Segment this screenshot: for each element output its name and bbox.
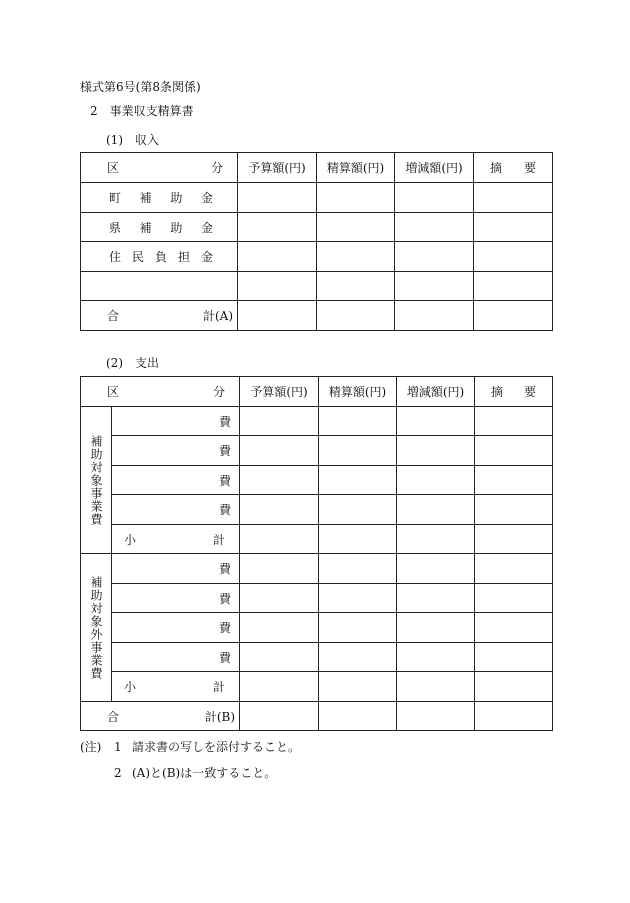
income-table (80, 152, 553, 331)
cell (319, 613, 397, 643)
cell (319, 554, 397, 584)
cell (397, 495, 475, 525)
cell (240, 525, 319, 554)
header-budget: 予算額(円) (240, 377, 319, 407)
cell (317, 183, 395, 213)
cell (317, 242, 395, 272)
cell (238, 242, 317, 272)
header-diff: 増減額(円) (397, 377, 475, 407)
notes-prefix: (注) (80, 740, 102, 754)
header-settled: 精算額(円) (319, 377, 397, 407)
income-row-resident-share: 住 民 負 担 金 (81, 242, 238, 272)
cell (475, 495, 553, 525)
cell (319, 436, 397, 466)
cell (475, 436, 553, 466)
cell (474, 272, 553, 301)
cell (475, 554, 553, 584)
cell (317, 213, 395, 242)
cell (319, 643, 397, 672)
note-1-text: 請求書の写しを添付すること。 (132, 740, 301, 754)
cell (397, 702, 475, 731)
header-settled: 精算額(円) (317, 153, 395, 183)
header-note: 摘 要 (474, 153, 553, 183)
income-title: (1) 収入 (106, 133, 159, 147)
note-2-num: 2 (114, 766, 122, 780)
cell (397, 466, 475, 495)
cell (240, 407, 319, 436)
cell (475, 584, 553, 613)
cell (240, 495, 319, 525)
cell (319, 407, 397, 436)
table-row (81, 643, 553, 672)
table-row (81, 495, 553, 525)
income-row-blank (81, 272, 238, 301)
cell (238, 213, 317, 242)
cell (240, 672, 319, 702)
cell (240, 436, 319, 466)
cell (397, 407, 475, 436)
expense-item: 費 (112, 613, 240, 643)
subtotal-label: 小 計 (112, 525, 240, 554)
income-row-town-subsidy: 町 補 助 金 (81, 183, 238, 213)
cell (397, 672, 475, 702)
income-row-pref-subsidy: 県 補 助 金 (81, 213, 238, 242)
cell (319, 495, 397, 525)
subtotal-label: 小 計 (112, 672, 240, 702)
cell (474, 242, 553, 272)
cell (317, 272, 395, 301)
header-category: 区 分 (81, 153, 238, 183)
expense-table (80, 376, 553, 731)
form-label: 様式第6号(第8条関係) (80, 80, 201, 94)
expense-item: 費 (112, 643, 240, 672)
cell (474, 301, 553, 331)
table-row (81, 613, 553, 643)
cell (240, 584, 319, 613)
expense-item: 費 (112, 554, 240, 584)
cell (475, 643, 553, 672)
expense-header-row (81, 377, 553, 407)
cell (475, 525, 553, 554)
cell (319, 702, 397, 731)
cell (397, 643, 475, 672)
cell (397, 525, 475, 554)
expense-item: 費 (112, 584, 240, 613)
cell (319, 525, 397, 554)
cell (319, 672, 397, 702)
group-label-subsidized: 補助対象事業費 (81, 407, 112, 554)
cell (238, 272, 317, 301)
cell (240, 643, 319, 672)
cell (475, 702, 553, 731)
table-row (81, 584, 553, 613)
table-row (81, 272, 553, 301)
cell (240, 702, 319, 731)
header-category: 区 分 (81, 377, 240, 407)
cell (240, 466, 319, 495)
cell (395, 213, 474, 242)
cell (395, 272, 474, 301)
section-title: 2 事業収支精算書 (90, 104, 194, 118)
subtotal-row (81, 672, 553, 702)
income-total-label: 合 計(A) (81, 301, 238, 331)
cell (475, 466, 553, 495)
cell (240, 554, 319, 584)
table-row (81, 183, 553, 213)
header-diff: 増減額(円) (395, 153, 474, 183)
header-note: 摘 要 (475, 377, 553, 407)
table-row (81, 554, 553, 584)
note-1-num: 1 (114, 740, 122, 754)
cell (395, 301, 474, 331)
table-row (81, 407, 553, 436)
cell (397, 554, 475, 584)
cell (397, 584, 475, 613)
subtotal-row (81, 525, 553, 554)
table-row (81, 466, 553, 495)
expense-total-label: 合 計(B) (81, 702, 240, 731)
expense-title: (2) 支出 (106, 356, 159, 370)
header-budget: 予算額(円) (238, 153, 317, 183)
cell (397, 436, 475, 466)
table-row (81, 213, 553, 242)
cell (319, 584, 397, 613)
cell (475, 613, 553, 643)
expense-item: 費 (112, 436, 240, 466)
income-total-row (81, 301, 553, 331)
table-row (81, 242, 553, 272)
expense-item: 費 (112, 466, 240, 495)
expense-item: 費 (112, 407, 240, 436)
cell (395, 242, 474, 272)
cell (238, 301, 317, 331)
cell (395, 183, 474, 213)
cell (317, 301, 395, 331)
group-label-non-subsidized: 補助対象外事業費 (81, 554, 112, 702)
cell (238, 183, 317, 213)
cell (474, 213, 553, 242)
cell (475, 407, 553, 436)
note-2-text: (A)と(B)は一致すること。 (132, 766, 277, 780)
table-row (81, 436, 553, 466)
expense-total-row (81, 702, 553, 731)
income-header-row (81, 153, 553, 183)
cell (475, 672, 553, 702)
cell (397, 613, 475, 643)
expense-item: 費 (112, 495, 240, 525)
cell (319, 466, 397, 495)
cell (240, 613, 319, 643)
cell (474, 183, 553, 213)
